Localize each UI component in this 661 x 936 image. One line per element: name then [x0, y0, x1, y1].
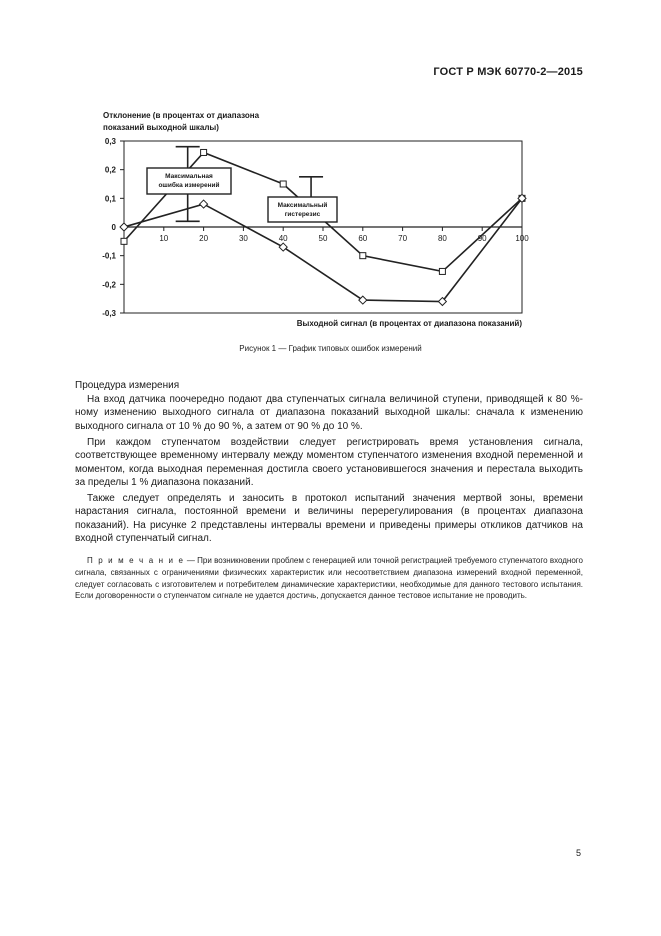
annotation-text: гистерезис [284, 211, 321, 218]
x-tick-label: 10 [159, 234, 169, 243]
page-number: 5 [576, 848, 582, 858]
x-tick-label: 20 [199, 234, 209, 243]
paragraph-3 [75, 492, 583, 546]
y-tick-label: 0,1 [104, 194, 116, 204]
x-tick-label: 100 [515, 234, 529, 243]
annotation-box [147, 168, 231, 194]
y-axis-label: показаний выходной шкалы) [103, 123, 219, 132]
y-tick-label: -0,1 [102, 251, 116, 261]
paragraph-3-text: Также следует определять и заносить в протокол испытаний значения мертвой зоны, времени нарастания сигнала, постоянной времени и величины перерегулирования (в процентах диапазона показаний). На рисунке 2 представлены интервалы времени и приведены примеры откликов датчиков на входной ступенчатый сигнал. [75, 493, 583, 545]
y-axis-label: Отклонение (в процентах от диапазона [103, 111, 260, 120]
note-block [75, 555, 583, 602]
paragraph-1 [75, 393, 583, 433]
y-tick-label: -0,2 [102, 280, 116, 290]
figure-caption: Рисунок 1 — График типовых ошибок измерений [239, 344, 422, 353]
data-point-diamond [200, 200, 208, 208]
annotation-text: Максимальная [165, 173, 213, 180]
section-subheading: Процедура измерения [75, 380, 180, 391]
x-axis-label: Выходной сигнал (в процентах от диапазона показаний) [296, 319, 522, 328]
paragraph-1-text: На вход датчика поочередно подают два ступенчатых сигнала величиной ступени, приводящей к 80 %-ному изменению выходного сигнала от диапазона показаний выходной шкалы: сначала к изменению выходного сигнала от 10 % до 90 %, а затем от 90 % до 10 %. [75, 394, 583, 432]
y-tick-label: 0,2 [104, 165, 116, 175]
data-point-square [360, 253, 366, 259]
annotation-text: ошибка измерений [158, 182, 220, 189]
error-chart [0, 0, 661, 340]
paragraph-2 [75, 436, 583, 490]
data-point-square [439, 268, 445, 274]
x-tick-label: 70 [398, 234, 408, 243]
y-tick-label: -0,3 [102, 309, 116, 318]
x-tick-label: 40 [278, 234, 288, 243]
data-point-square [201, 149, 207, 155]
note-label: П р и м е ч а н и е [87, 556, 185, 565]
annotation-text: Максимальный [277, 202, 328, 209]
note-text: — При возникновении проблем с генерацией или точной регистрацией требуемого ступенчатого входного сигнала, связанных с ограничениями физических характеристик или несоответствием диапазона измерений входной переменной, следует согласовать с изготовителем и потребителем динамические характеристики, необходимые для данного тестового испытания. Если договоренности о ступенчатом сигнале не удается достичь, допускается данное тестовое испытание не проводить. [75, 556, 583, 601]
annotation-box [268, 197, 337, 222]
data-point-diamond [120, 223, 128, 231]
data-point-square [121, 238, 127, 244]
x-tick-label: 60 [358, 234, 368, 243]
y-tick-label: 0,3 [104, 137, 116, 146]
x-tick-label: 50 [318, 234, 328, 243]
paragraph-2-text: При каждом ступенчатом воздействии следует регистрировать время установления сигнала, соответствующее временному интервалу между моментом ступенчатого изменения входной переменной и моментом, когда выходная переменная достигла своего установившегося значения и перестала выходить за пределы 1 % диапазона показаний. [75, 437, 583, 489]
y-tick-label: 0 [111, 223, 116, 232]
data-point-square [280, 181, 286, 187]
x-tick-label: 90 [477, 234, 487, 243]
document-header: ГОСТ Р МЭК 60770-2—2015 [433, 66, 583, 78]
x-tick-label: 80 [437, 234, 447, 243]
x-tick-label: 30 [238, 234, 248, 243]
